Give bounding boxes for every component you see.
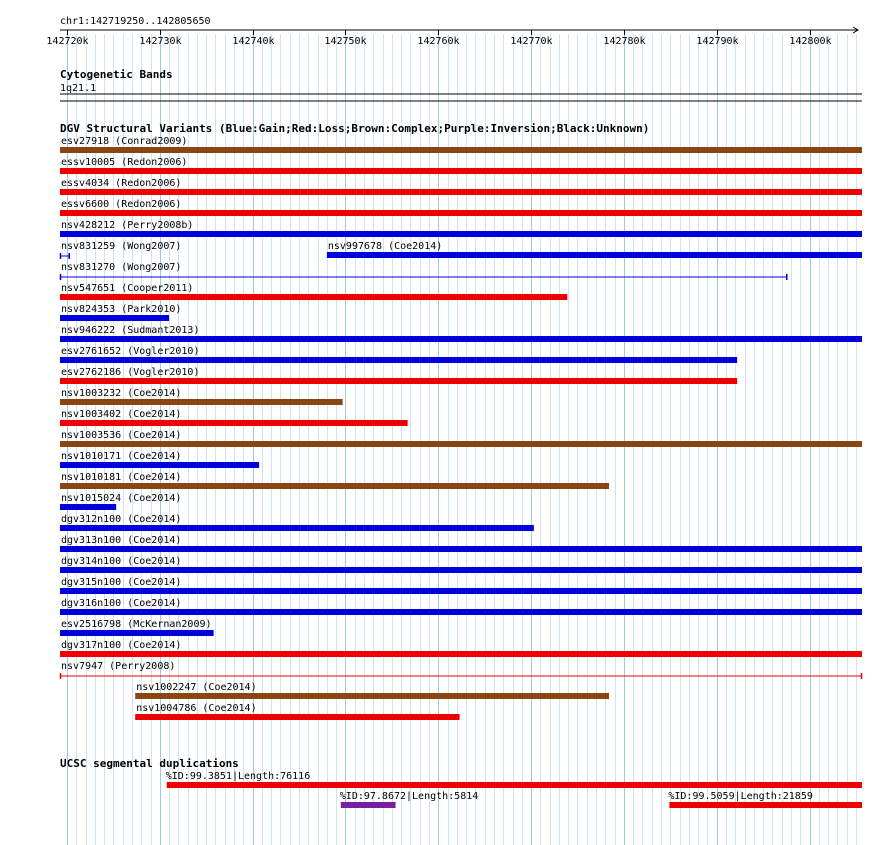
ruler-tick-label: 142770k	[510, 36, 553, 47]
segdup-feature-bar	[341, 802, 396, 808]
dgv-feature-bar	[60, 525, 534, 531]
dgv-feature-label: nsv824353 (Park2010)	[61, 304, 182, 315]
dgv-feature[interactable]	[60, 514, 534, 531]
dgv-feature[interactable]	[60, 388, 343, 405]
segdup-feature-label: %ID:99.3851|Length:76116	[165, 771, 311, 782]
dgv-feature-label: esv2761652 (Vogler2010)	[61, 346, 200, 357]
segdup-feature[interactable]	[668, 791, 862, 808]
dgv-feature[interactable]	[60, 640, 862, 657]
segdup-feature-label: %ID:97.8672|Length:5814	[339, 791, 479, 802]
dgv-feature-label: nsv1010171 (Coe2014)	[61, 451, 182, 462]
dgv-feature-label: dgv312n100 (Coe2014)	[61, 514, 182, 525]
dgv-track[interactable]	[60, 122, 862, 720]
ruler-tick-label: 142760k	[417, 36, 460, 47]
dgv-feature[interactable]	[60, 535, 862, 552]
ruler-tick-label: 142780k	[603, 36, 646, 47]
dgv-feature-label: nsv997678 (Coe2014)	[327, 241, 443, 252]
segdup-track-title: UCSC segmental duplications	[60, 757, 239, 770]
dgv-feature-bar	[60, 546, 862, 552]
ruler-tick-label: 142740k	[232, 36, 275, 47]
dgv-feature-bar	[60, 630, 214, 636]
dgv-feature[interactable]	[60, 325, 862, 342]
ruler-tick-label: 142790k	[696, 36, 739, 47]
ruler-tick-label: 142730k	[139, 36, 182, 47]
cytoband-track[interactable]	[60, 68, 862, 101]
dgv-feature-bar	[60, 147, 862, 153]
dgv-feature-bar	[60, 420, 408, 426]
dgv-feature[interactable]	[60, 178, 862, 195]
dgv-feature-bar	[60, 567, 862, 573]
dgv-feature[interactable]	[60, 430, 862, 447]
dgv-feature[interactable]	[60, 556, 862, 573]
grid-lines	[68, 34, 857, 845]
dgv-feature-bar	[135, 693, 609, 699]
dgv-feature[interactable]	[60, 598, 862, 615]
dgv-feature-bar	[60, 168, 862, 174]
dgv-feature[interactable]	[327, 241, 862, 258]
cytoband-label: 1q21.1	[60, 83, 97, 94]
segdup-track[interactable]	[60, 757, 862, 808]
dgv-feature-label: essv6600 (Redon2006)	[61, 199, 182, 210]
dgv-feature-label: esv2762186 (Vogler2010)	[61, 367, 200, 378]
dgv-feature[interactable]	[60, 493, 181, 510]
dgv-feature[interactable]	[60, 262, 787, 280]
dgv-feature-label: nsv1015024 (Coe2014)	[61, 493, 182, 504]
dgv-feature[interactable]	[135, 682, 609, 699]
dgv-feature-label: dgv317n100 (Coe2014)	[61, 640, 182, 651]
dgv-feature-label: nsv547651 (Cooper2011)	[61, 283, 194, 294]
dgv-feature[interactable]	[60, 199, 862, 216]
segdup-feature-bar	[669, 802, 862, 808]
dgv-feature-bar	[60, 315, 169, 321]
dgv-feature-label: nsv428212 (Perry2008b)	[61, 220, 194, 231]
dgv-feature-bar	[60, 504, 116, 510]
dgv-feature[interactable]	[60, 472, 609, 489]
segdup-feature-label: %ID:99.5059|Length:21859	[668, 791, 813, 802]
dgv-feature-label: nsv831270 (Wong2007)	[61, 262, 182, 273]
dgv-feature[interactable]	[60, 619, 214, 636]
dgv-feature[interactable]	[60, 661, 862, 679]
dgv-feature[interactable]	[60, 157, 862, 174]
dgv-feature-bar	[60, 441, 862, 447]
dgv-feature-label: nsv1003402 (Coe2014)	[61, 409, 182, 420]
dgv-feature-bar	[60, 357, 737, 363]
dgv-feature-label: nsv7947 (Perry2008)	[61, 661, 176, 672]
dgv-feature[interactable]	[60, 346, 737, 363]
dgv-feature-label: esv2516798 (McKernan2009)	[61, 619, 212, 630]
dgv-feature-label: dgv315n100 (Coe2014)	[61, 577, 182, 588]
dgv-feature-label: nsv1003232 (Coe2014)	[61, 388, 182, 399]
cytoband-track-title: Cytogenetic Bands	[60, 68, 173, 81]
dgv-feature-label: nsv1002247 (Coe2014)	[136, 682, 257, 693]
dgv-feature-bar	[60, 483, 609, 489]
dgv-feature-bar	[60, 294, 567, 300]
dgv-feature-bar	[135, 714, 459, 720]
dgv-feature-label: esv27918 (Conrad2009)	[61, 136, 188, 147]
dgv-feature-label: nsv1004786 (Coe2014)	[136, 703, 257, 714]
dgv-feature-label: nsv1003536 (Coe2014)	[61, 430, 182, 441]
dgv-feature-label: dgv313n100 (Coe2014)	[61, 535, 182, 546]
ruler-tick-label: 142720k	[46, 36, 89, 47]
dgv-feature-bar	[60, 189, 862, 195]
ruler-tick-label: 142800k	[789, 36, 832, 47]
dgv-feature-bar	[60, 399, 343, 405]
dgv-feature-bar	[60, 336, 862, 342]
segdup-feature-bar	[167, 782, 862, 788]
dgv-feature[interactable]	[60, 220, 862, 237]
dgv-feature-label: dgv314n100 (Coe2014)	[61, 556, 182, 567]
dgv-feature-bar	[60, 378, 737, 384]
dgv-feature-bar	[60, 588, 862, 594]
dgv-feature[interactable]	[60, 283, 567, 300]
dgv-feature-bar	[60, 231, 862, 237]
dgv-feature-bar	[60, 210, 862, 216]
dgv-feature[interactable]	[60, 451, 259, 468]
dgv-feature-bar	[60, 609, 862, 615]
dgv-feature-label: essv4034 (Redon2006)	[61, 178, 182, 189]
dgv-feature[interactable]	[60, 304, 181, 321]
dgv-feature[interactable]	[60, 136, 862, 153]
dgv-feature-label: essv10005 (Redon2006)	[61, 157, 188, 168]
ruler-tick-label: 142750k	[324, 36, 367, 47]
dgv-feature-label: nsv831259 (Wong2007)	[61, 241, 182, 252]
ruler-track[interactable]	[46, 16, 858, 47]
dgv-feature-bar	[60, 651, 862, 657]
dgv-feature[interactable]	[60, 577, 862, 594]
dgv-feature-label: dgv316n100 (Coe2014)	[61, 598, 182, 609]
dgv-feature-bar	[60, 462, 259, 468]
dgv-feature[interactable]	[60, 241, 181, 259]
dgv-feature-label: nsv1010181 (Coe2014)	[61, 472, 182, 483]
dgv-feature[interactable]	[60, 367, 737, 384]
dgv-feature-bar	[327, 252, 862, 258]
dgv-feature-label: nsv946222 (Sudmant2013)	[61, 325, 200, 336]
dgv-track-title: DGV Structural Variants (Blue:Gain;Red:Loss;Brown:Complex;Purple:Inversion;Black:Unknown)	[60, 122, 650, 135]
locus-label: chr1:142719250..142805650	[60, 16, 211, 27]
